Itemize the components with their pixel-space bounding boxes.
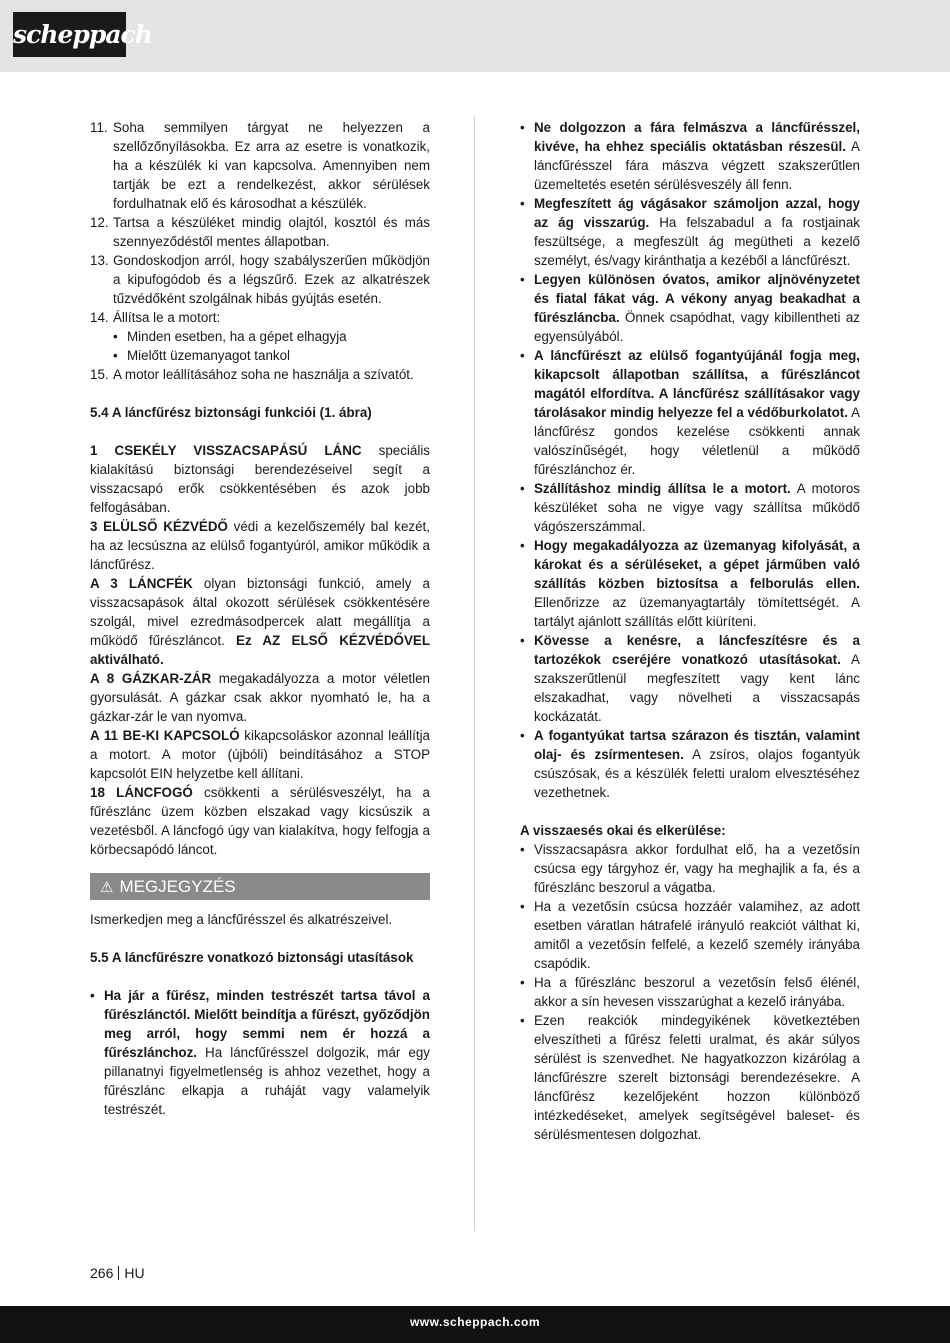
header-bar bbox=[0, 0, 950, 72]
kickback-item: • Visszacsapásra akkor fordulhat elő, ha a vezetősín csúcsa egy tárgyhoz ér, vagy ha meghajlik a fa, és a fűrészlánc beszorul a vágatba. bbox=[520, 842, 860, 895]
list-item: 15. A motor leállításához soha ne használja a szívatót. bbox=[90, 367, 414, 382]
safety-bullet: • Szállításhoz mindig állítsa le a motort. A motoros készüléket soha ne vigye vagy szállítsa működő vágószerszámmal. bbox=[520, 481, 861, 534]
brand-logo: scheppach bbox=[13, 12, 126, 57]
safety-bullet: • Hogy megakadályozza az üzemanyag kifolyását, a károkat és a sérüléseket, a gépet járműben való szállítás közben biztosítsa a felborulás ellen. Ellenőrizze az üzemanyagtartály tömítettségét. A tartályt ajánlott szállítás előtt kiüríteni. bbox=[520, 538, 860, 629]
kickback-item: • Ezen reakciók mindegyikének következtében elveszítheti a fűrész feletti uralmat, és akár súlyos sérülést is szenvedhet. Ne hagyatkozzon kizárólag a láncfűrészre szerelt biztonsági berendezésekre. A láncfűrész kezelőjeként hozzon különböző intézkedéseket, amelyek segítségével baleset- és sérülésmentesen dolgozhat. bbox=[520, 1013, 860, 1142]
list-item: 11. Soha semmilyen tárgyat ne helyezzen a szellőzőnyílásokba. Ez arra az esetre is vonatkozik, ha a készülék ki van kapcsolva. Amennyiben nem tartják be ezt a rendelkezést, akkor sérülések fordulhatnak elő és károsodhat a készülék. bbox=[90, 120, 430, 211]
kickback-heading: A visszaesés okai és elkerülése: bbox=[520, 823, 726, 838]
safety-bullet: • A láncfűrészt az elülső fogantyújánál fogja meg, kikapcsolt állapotban szállítsa, a fűrészláncot magától elfordítva. A láncfűrész szállításakor vagy tárolásakor mindig helyezze fel a védőburkolatot. A láncfűrész gondos kezelése csökkenti annak valószínűségét, hogy véletlenül a működő fűrészlánchoz ér. bbox=[520, 348, 860, 477]
feature-paragraph: 1 CSEKÉLY VISSZACSAPÁSÚ LÁNC speciális kialakítású biztonsági berendezéseivel segít a visszacsapó erők csökkentésében és azok jobb felfogásában. bbox=[90, 443, 430, 515]
section-heading-5-5: 5.5 A láncfűrészre vonatkozó biztonsági utasítások bbox=[90, 950, 414, 965]
note-title: MEGJEGYZÉS bbox=[119, 877, 236, 896]
safety-bullet: • Megfeszített ág vágásakor számoljon azzal, hogy az ág visszarúg. Ha felszabadul a fa rostjainak feszültsége, a megfeszült ág megütheti a kezelő személyt, és/vagy kiránthatja a kezéből a láncfűrészt. bbox=[520, 196, 860, 268]
kickback-item: • Ha a vezetősín csúcsa hozzáér valamihez, az adott esetben váratlan hátrafelé irányuló reakciót válthat ki, amitől a vezetősín felfelé, a kezelő személy irányába csapódik. bbox=[520, 899, 860, 971]
list-item: 13. Gondoskodjon arról, hogy szabályszerűen működjön a kipufogódob és a légszűrő. Ezek az alkatrészek tűzvédőként szolgálnak hibás gyújtás esetén. bbox=[90, 253, 430, 306]
sub-list-item: • Minden esetben, ha a gépet elhagyja bbox=[90, 327, 430, 346]
bottom-bar bbox=[0, 1306, 950, 1343]
website-link[interactable]: www.scheppach.com bbox=[409, 1315, 541, 1329]
warning-icon: ⚠ bbox=[100, 879, 114, 896]
feature-paragraph: A 3 LÁNCFÉK olyan biztonsági funkció, amely a visszacsapások által okozott sérülések csökkentésére szolgál, mivel ezredmásodpercek alatt megállítja a működő fűrészláncot. Ez AZ ELSŐ KÉZVÉDŐVEL aktiválható. bbox=[90, 576, 430, 667]
language-code: HU bbox=[124, 1265, 145, 1281]
safety-bullet: • Kövesse a kenésre, a láncfeszítésre és a tartozékok cseréjére vonatkozó utasításokat. A szakszerűtlenül megfeszített vagy kent lánc elszakadhat, vagy növelheti a visszacsapás kockázatát. bbox=[520, 633, 860, 724]
feature-paragraph: 3 ELÜLSŐ KÉZVÉDŐ védi a kezelőszemély bal kezét, ha az lecsúszna az elülső fogantyúról, amikor működik a láncfűrész. bbox=[90, 519, 430, 572]
left-column bbox=[90, 118, 430, 1119]
safety-bullet: • Ne dolgozzon a fára felmászva a láncfűrésszel, kivéve, ha ehhez speciális oktatásban részesül. A láncfűrésszel fára mászva végzett szakszerűtlen üzemeltetés esetén sérülésveszély áll fenn. bbox=[520, 120, 860, 192]
column-divider bbox=[474, 116, 475, 1231]
safety-bullet: • Ha jár a fűrész, minden testrészét tartsa távol a fűrészlánctól. Mielőtt beindítja a fűrészt, győződjön meg arról, hogy semmi nem ér hozzá a fűrészlánchoz. Ha láncfűrésszel dolgozik, már egy pillanatnyi figyelmetlenség is ahhoz vezethet, hogy a fűrészlánc elkapja a ruháját vagy valamelyik testrészét. bbox=[90, 988, 430, 1117]
list-item: 14. Állítsa le a motort: bbox=[90, 310, 221, 325]
list-item: 12. Tartsa a készüléket mindig olajtól, kosztól és más szennyeződéstől mentes állapotban. bbox=[90, 215, 430, 249]
safety-bullet: • A fogantyúkat tartsa szárazon és tisztán, valamint olaj- és zsírmentesen. A zsíros, olajos fogantyúk csúszósak, és a készülék feletti uralom elvesztéséhez vezethetnek. bbox=[520, 728, 860, 800]
note-box bbox=[90, 873, 430, 900]
page-number: 266 bbox=[90, 1265, 114, 1281]
sub-list-item: • Mielőtt üzemanyagot tankol bbox=[90, 346, 430, 365]
feature-paragraph: A 8 GÁZKAR-ZÁR megakadályozza a motor véletlen gyorsulását. A gázkar csak akkor nyomható le, ha a gázkar-zár le van nyomva. bbox=[90, 671, 430, 724]
note-text: Ismerkedjen meg a láncfűrésszel és alkatrészeivel. bbox=[90, 912, 393, 927]
right-column bbox=[520, 118, 860, 1144]
feature-paragraph: A 11 BE-KI KAPCSOLÓ kikapcsoláskor azonnal leállítja a motort. A motor (újbóli) beindításához a STOP kapcsolót EIN helyzetbe kell állítani. bbox=[90, 728, 430, 781]
section-heading-5-4: 5.4 A láncfűrész biztonsági funkciói (1. ábra) bbox=[90, 405, 372, 420]
safety-bullet: • Legyen különösen óvatos, amikor aljnövényzetet és fiatal fákat vág. A vékony anyag beakadhat a fűrészláncba. Önnek csapódhat, vagy kibillentheti az egyensúlyából. bbox=[520, 272, 860, 344]
feature-paragraph: 18 LÁNCFOGÓ csökkenti a sérülésveszélyt, ha a fűrészlánc üzem közben elszakad vagy kicsúszik a vezetésből. A láncfogó úgy van kialakítva, hogy felfogja a körbecsapódó láncot. bbox=[90, 785, 430, 857]
kickback-item: • Ha a fűrészlánc beszorul a vezetősín felső élénél, akkor a sín hevesen visszarúghat a kezelő irányába. bbox=[520, 975, 860, 1009]
page-footer bbox=[90, 1265, 145, 1281]
